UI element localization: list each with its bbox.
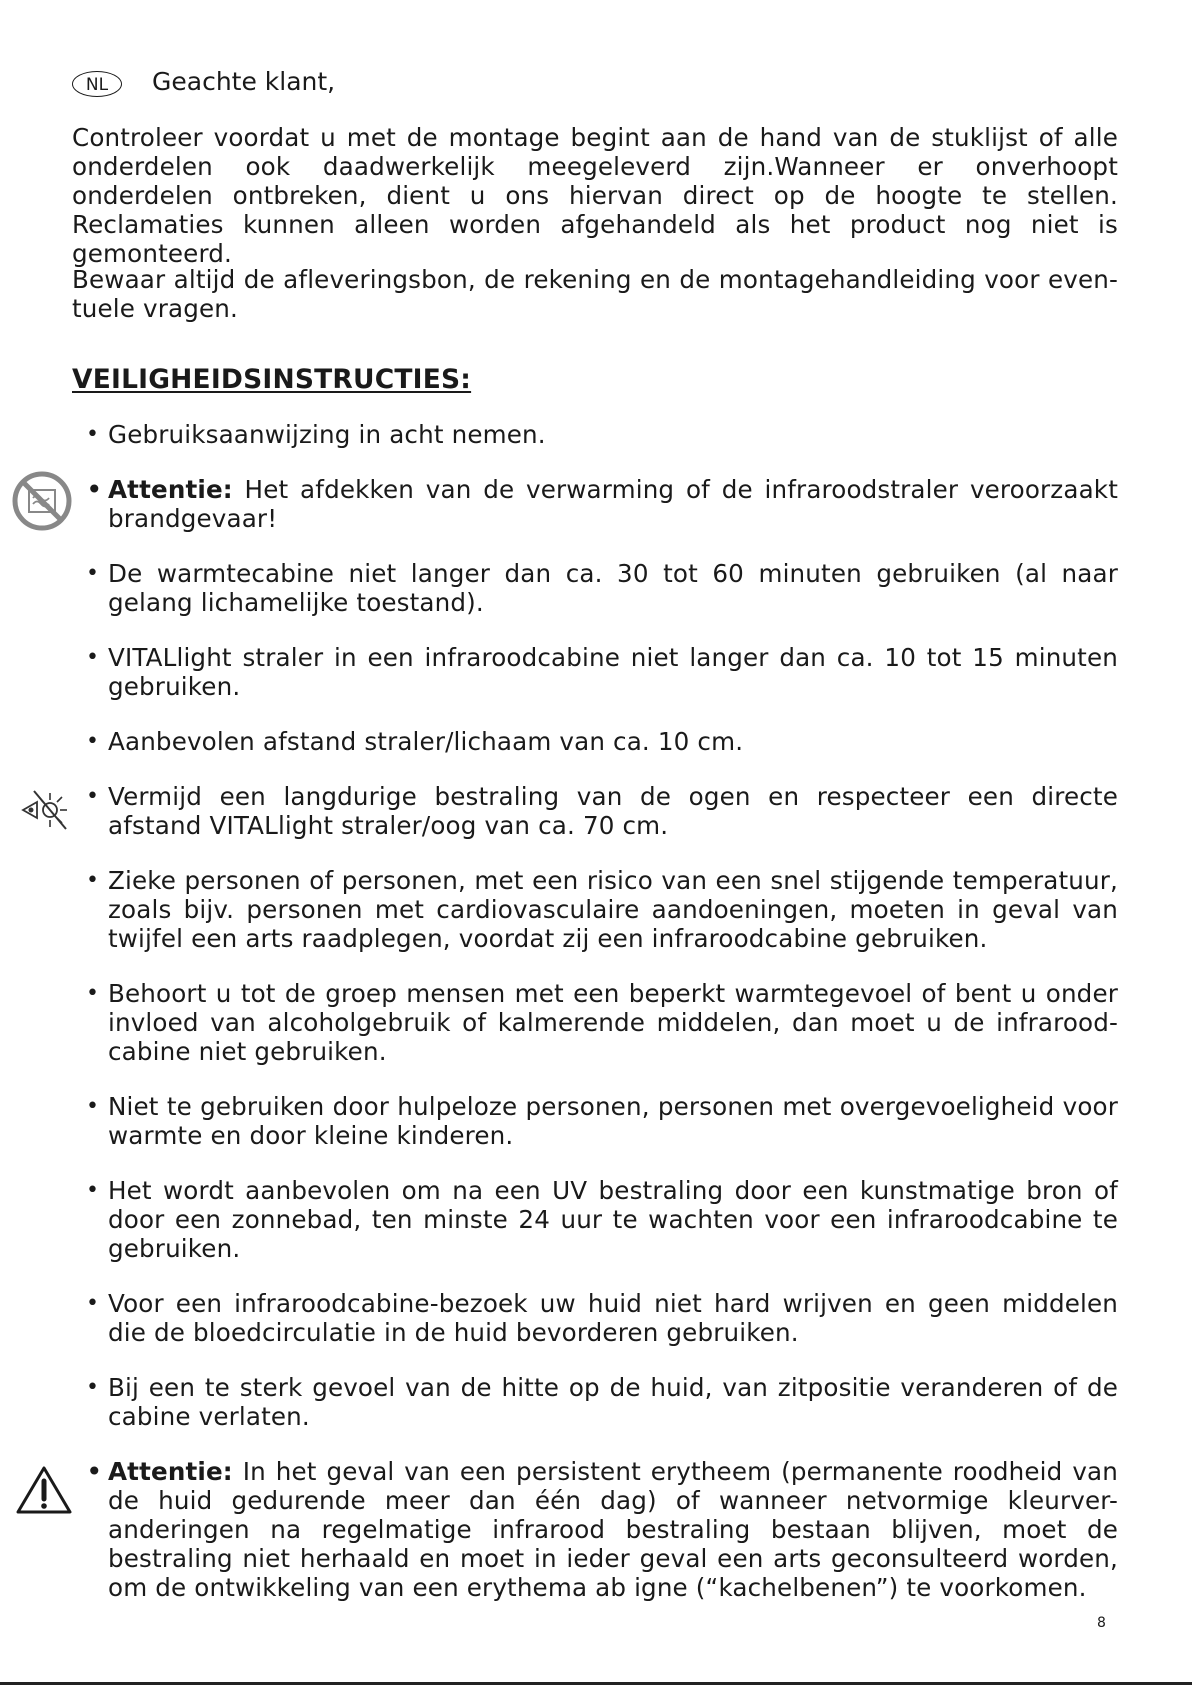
safety-item: • Attentie: Het afdekken van de verwarming of de infraroodstraler veroorzaakt brandgevaar!	[86, 473, 1118, 533]
bullet-dot: •	[86, 981, 100, 1006]
language-badge: NL	[72, 71, 122, 97]
intro-paragraph-1: Controleer voordat u met de montage begint aan de hand van de stuklijst of alle onderdelen ook daadwerkelijk meegeleverd zijn.Wanneer er onverhoopt onderdelen ontbreken, dient u ons hiervan direct op de hoogte te stellen. Reclamaties kunnen alleen worden afgehandeld als het product nog niet is gemonteerd.	[72, 123, 1118, 268]
bullet-dot: •	[86, 645, 100, 670]
bullet-dot: •	[86, 1094, 100, 1119]
bullet-dot: •	[86, 1455, 103, 1488]
attention-label: Attentie:	[108, 1457, 233, 1486]
safety-item: • Vermijd een langdurige bestraling van de ogen en respecteer een directe afstand VITALlight straler/oog van ca. 70 cm.	[86, 782, 1118, 840]
bullet-dot: •	[86, 1375, 100, 1400]
bullet-dot: •	[86, 729, 100, 754]
page-number: 8	[1097, 1615, 1106, 1631]
safety-list	[0, 420, 1192, 1628]
bullet-dot: •	[86, 561, 100, 586]
safety-item: • Gebruiksaanwijzing in acht nemen.	[86, 420, 546, 449]
bullet-dot: •	[86, 868, 100, 893]
safety-item: • Niet te gebruiken door hulpeloze personen, personen met overgevoeligheid voor warmte en door kleine kinderen.	[86, 1092, 1118, 1150]
bullet-dot: •	[86, 784, 100, 809]
bullet-dot: •	[86, 422, 100, 447]
safety-item: • VITALlight straler in een infraroodcabine niet langer dan ca. 10 tot 15 minuten gebruiken.	[86, 643, 1118, 701]
safety-item: • Bij een te sterk gevoel van de hitte op de huid, van zitpositie veranderen of de cabine verlaten.	[86, 1373, 1118, 1431]
attention-label: Attentie:	[108, 475, 233, 504]
safety-item: • Attentie: In het geval van een persistent erytheem (permanente roodheid van de huid gedurende meer dan één dag) of wanneer netvormige kleurver-anderingen na regelmatige infrarood bestraling bestaan blijven, moet de bestraling niet herhaald en moet in ieder geval een arts geconsulteerd worden, om de ontwikkeling van een erythema ab igne (“kachelbenen”) te voorkomen.	[86, 1455, 1118, 1602]
safety-item: • Aanbevolen afstand straler/lichaam van ca. 10 cm.	[86, 727, 744, 756]
greeting: Geachte klant,	[152, 67, 336, 96]
safety-item: • De warmtecabine niet langer dan ca. 30 tot 60 minuten gebruiken (al naar gelang lichamelijke toestand).	[86, 559, 1118, 617]
no-covering-prohibition-icon	[11, 470, 73, 532]
intro-paragraph-2: Bewaar altijd de afleveringsbon, de rekening en de montagehandleiding voor even-tuele vragen.	[72, 265, 1118, 323]
safety-item: • Voor een infraroodcabine-bezoek uw huid niet hard wrijven en geen middelen die de bloedcirculatie in de huid bevorderen gebruiken.	[86, 1289, 1118, 1347]
safety-item: • Behoort u tot de groep mensen met een beperkt warmtegevoel of bent u onder invloed van alcoholgebruik of kalmerende middelen, dan moet u de infrarood-cabine niet gebruiken.	[86, 979, 1118, 1066]
eye-radiation-warning-icon	[20, 789, 70, 831]
bullet-dot: •	[86, 1291, 100, 1316]
bullet-dot: •	[86, 1178, 100, 1203]
safety-item: • Zieke personen of personen, met een risico van een snel stijgende temperatuur, zoals bijv. personen met cardiovasculaire aandoeningen, moeten in geval van twijfel een arts raadplegen, voordat zij een infraroodcabine gebruiken.	[86, 866, 1118, 953]
safety-heading: VEILIGHEIDSINSTRUCTIES:	[72, 364, 472, 395]
bullet-dot: •	[86, 473, 103, 506]
safety-item: • Het wordt aanbevolen om na een UV bestraling door een kunstmatige bron of door een zonnebad, ten minste 24 uur te wachten voor een infraroodcabine te gebruiken.	[86, 1176, 1118, 1263]
warning-triangle-icon	[15, 1465, 73, 1515]
